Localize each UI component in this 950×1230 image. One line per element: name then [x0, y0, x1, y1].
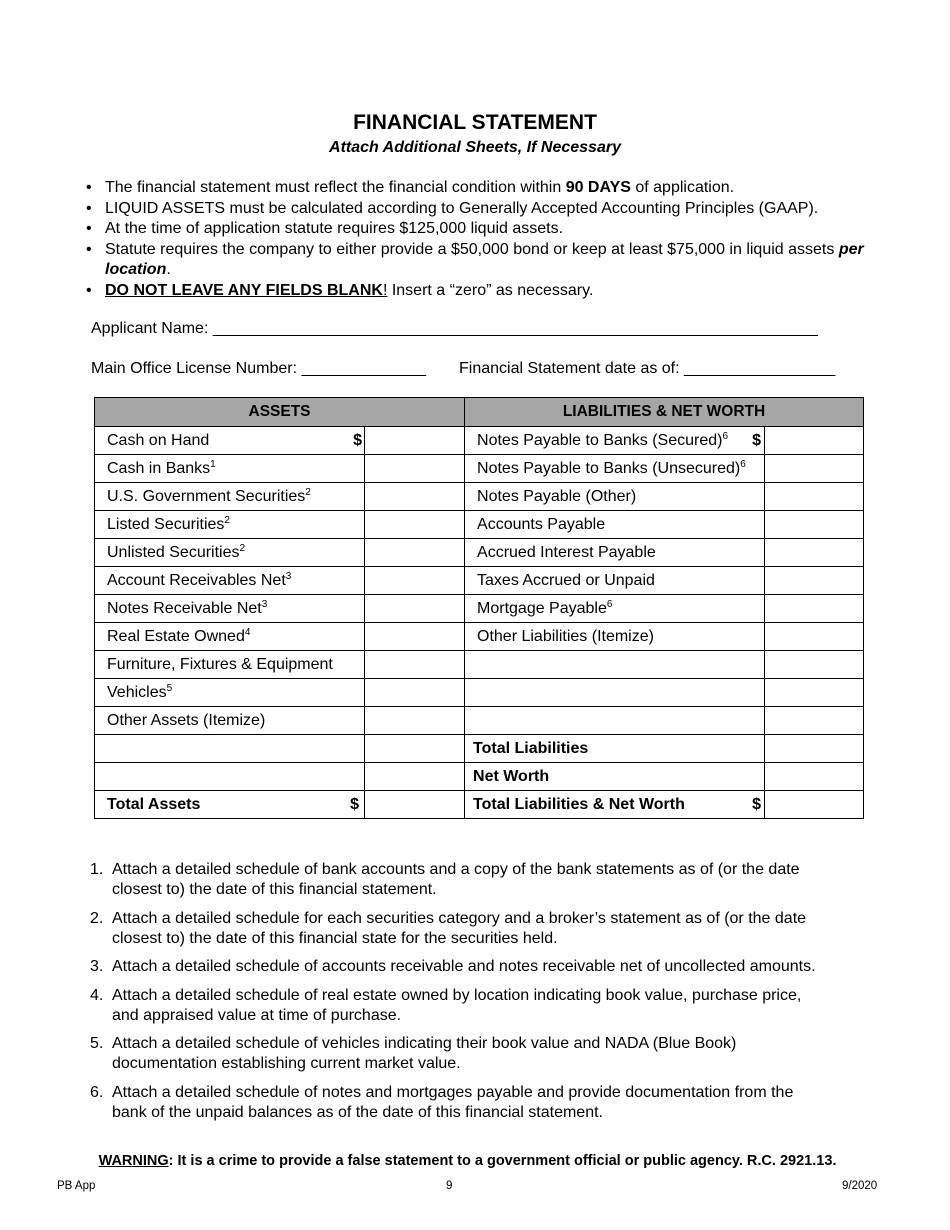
- liability-value-cell[interactable]: [765, 511, 864, 539]
- asset-label: Cash in Banks$^1$: [95, 455, 365, 483]
- asset-value-cell[interactable]: [365, 483, 465, 511]
- footer-left: PB App: [57, 1180, 96, 1192]
- liability-label: Mortgage Payable$^6$: [465, 595, 765, 623]
- liability-label: Taxes Accrued or Unpaid: [465, 567, 765, 595]
- instruction-item: • The financial statement must reflect the financial condition within 90 DAYS of application.: [84, 178, 904, 199]
- table-row: [95, 679, 864, 707]
- liability-value-cell[interactable]: [765, 483, 864, 511]
- liability-value-cell[interactable]: [765, 707, 864, 735]
- instruction-item: • Statute requires the company to either provide a $50,000 bond or keep at least $75,000 in liquid assets per location.: [84, 240, 904, 281]
- asset-label: Furniture, Fixtures & Equipment: [95, 651, 365, 679]
- total-assets-label: Total Assets $: [95, 791, 365, 819]
- table-row: [95, 735, 864, 763]
- asset-value-cell[interactable]: [365, 791, 465, 819]
- dollar-sign: $: [353, 432, 362, 449]
- footnote-item: 1. Attach a detailed schedule of bank accounts and a copy of the bank statements as of (or the date closest to) the date of this financial statement.: [90, 861, 800, 898]
- page-number: 9: [446, 1180, 453, 1192]
- dollar-sign: $: [350, 796, 359, 813]
- footnote-item: 6. Attach a detailed schedule of notes and mortgages payable and provide documentation from the bank of the unpaid balances as of the date of this financial statement.: [90, 1083, 794, 1121]
- asset-value-cell[interactable]: [365, 567, 465, 595]
- asset-blank-cell[interactable]: [95, 735, 365, 763]
- footnote-item: 2. Attach a detailed schedule for each securities category and a broker’s statement as of (or the date closest to) the date of this financial state for the securities held.: [90, 909, 807, 947]
- liability-value-cell[interactable]: [765, 539, 864, 567]
- table-row: [95, 539, 864, 567]
- footnote-item: 4. Attach a detailed schedule of real estate owned by location indicating book value, purchase price, and appraised value at time of purchase.: [90, 986, 802, 1024]
- table-row: [95, 483, 864, 511]
- asset-value-cell[interactable]: [365, 735, 465, 763]
- net-worth-label: Net Worth: [465, 763, 765, 791]
- liability-label: Notes Payable (Other): [465, 483, 765, 511]
- table-row: [95, 595, 864, 623]
- license-number-field[interactable]: Main Office License Number: ______________: [91, 360, 427, 377]
- liability-value-cell[interactable]: [765, 679, 864, 707]
- table-row: [95, 791, 864, 819]
- page-subtitle: Attach Additional Sheets, If Necessary: [329, 139, 621, 156]
- liability-blank-cell[interactable]: [465, 679, 765, 707]
- asset-value-cell[interactable]: [365, 623, 465, 651]
- asset-value-cell[interactable]: [365, 595, 465, 623]
- liability-label: Accrued Interest Payable: [465, 539, 765, 567]
- liability-value-cell[interactable]: [765, 455, 864, 483]
- instruction-item: • DO NOT LEAVE ANY FIELDS BLANK! Insert a “zero” as necessary.: [84, 281, 904, 302]
- asset-label: Account Receivables Net$^3$: [95, 567, 365, 595]
- liability-label: Other Liabilities (Itemize): [465, 623, 765, 651]
- table-row: [95, 623, 864, 651]
- table-row: [95, 427, 864, 455]
- total-liabilities-net-worth-label: Total Liabilities & Net Worth $: [465, 791, 765, 819]
- liability-label: Accounts Payable: [465, 511, 765, 539]
- footnote-item: 3. Attach a detailed schedule of accounts receivable and notes receivable net of uncollected amounts.: [90, 958, 816, 975]
- liability-value-cell[interactable]: [765, 791, 864, 819]
- asset-label: Vehicles$^5$: [95, 679, 365, 707]
- table-row: [95, 707, 864, 735]
- dollar-sign: $: [752, 432, 762, 449]
- applicant-name-field[interactable]: Applicant Name: ____________________________________________________________________: [91, 320, 818, 337]
- instruction-list: [84, 178, 904, 301]
- warning-notice: WARNING: It is a crime to provide a false statement to a government official or public agency. R.C. 2921.13.: [98, 1153, 837, 1169]
- asset-value-cell[interactable]: [365, 651, 465, 679]
- liabilities-header: LIABILITIES & NET WORTH: [465, 398, 864, 427]
- asset-value-cell[interactable]: [365, 707, 465, 735]
- table-row: [95, 651, 864, 679]
- instruction-item: • LIQUID ASSETS must be calculated according to Generally Accepted Accounting Principles (GAAP).: [84, 199, 904, 220]
- page-title: FINANCIAL STATEMENT: [353, 111, 597, 134]
- liability-blank-cell[interactable]: [465, 651, 765, 679]
- footnotes-list: [90, 860, 830, 1131]
- footer-right: 9/2020: [842, 1180, 878, 1192]
- liability-value-cell[interactable]: [765, 567, 864, 595]
- asset-label: Notes Receivable Net$^3$: [95, 595, 365, 623]
- asset-label: Unlisted Securities$^2$: [95, 539, 365, 567]
- liability-blank-cell[interactable]: [465, 707, 765, 735]
- liability-value-cell[interactable]: [765, 427, 864, 455]
- assets-header: ASSETS: [95, 398, 465, 427]
- asset-value-cell[interactable]: [365, 455, 465, 483]
- asset-label: Listed Securities$^2$: [95, 511, 365, 539]
- asset-label: U.S. Government Securities$^2$: [95, 483, 365, 511]
- asset-value-cell[interactable]: [365, 679, 465, 707]
- liability-value-cell[interactable]: [765, 763, 864, 791]
- asset-label: Real Estate Owned$^4$: [95, 623, 365, 651]
- table-row: [95, 763, 864, 791]
- asset-value-cell[interactable]: [365, 511, 465, 539]
- dollar-sign: $: [752, 796, 762, 813]
- statement-date-field[interactable]: Financial Statement date as of: _________________: [459, 360, 836, 377]
- liability-value-cell[interactable]: [765, 735, 864, 763]
- table-row: [95, 455, 864, 483]
- asset-value-cell[interactable]: [365, 763, 465, 791]
- liability-label: Notes Payable to Banks (Unsecured)$^6$: [465, 455, 765, 483]
- instruction-item: • At the time of application statute requires $125,000 liquid assets.: [84, 219, 904, 240]
- asset-label: Other Assets (Itemize): [95, 707, 365, 735]
- asset-label: Cash on Hand $: [95, 427, 365, 455]
- footnote-item: 5. Attach a detailed schedule of vehicles indicating their book value and NADA (Blue Book) documentation establishing current market value.: [90, 1035, 737, 1072]
- liability-value-cell[interactable]: [765, 623, 864, 651]
- financial-statement-table: [94, 397, 864, 819]
- liability-value-cell[interactable]: [765, 651, 864, 679]
- asset-blank-cell[interactable]: [95, 763, 365, 791]
- table-row: [95, 567, 864, 595]
- liability-label: Notes Payable to Banks (Secured)$^6$ $: [465, 427, 765, 455]
- liability-value-cell[interactable]: [765, 595, 864, 623]
- table-row: [95, 511, 864, 539]
- asset-value-cell[interactable]: [365, 427, 465, 455]
- total-liabilities-label: Total Liabilities: [465, 735, 765, 763]
- asset-value-cell[interactable]: [365, 539, 465, 567]
